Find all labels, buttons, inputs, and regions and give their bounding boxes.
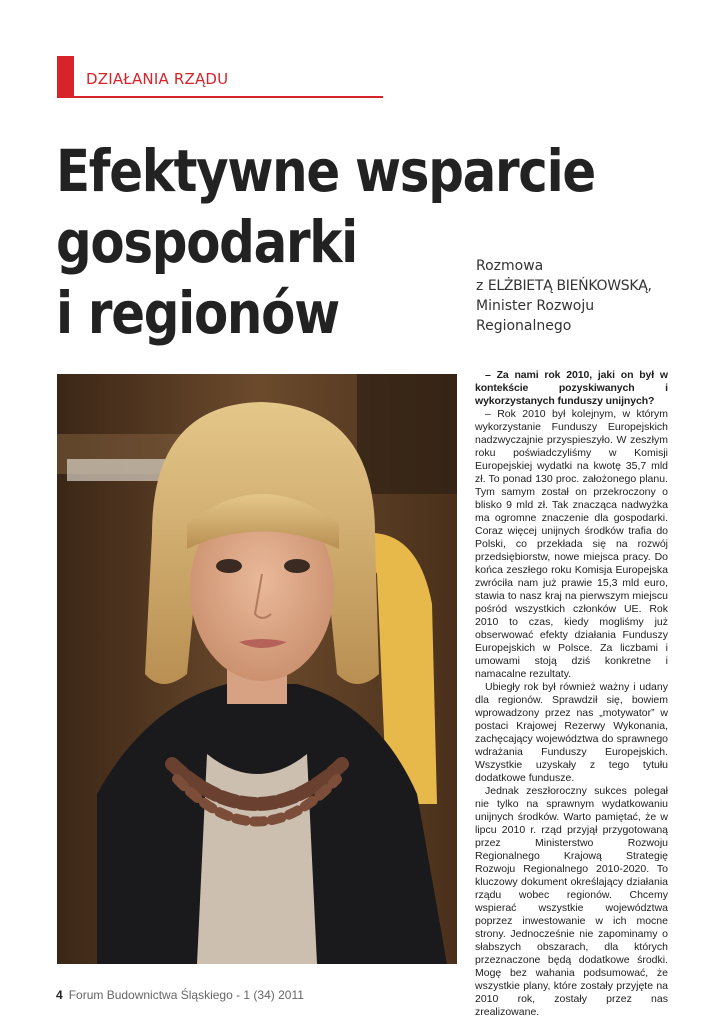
headline-line-1: Efektywne wsparcie <box>56 137 595 205</box>
portrait-illustration <box>57 374 457 964</box>
intro-prefix: z <box>476 278 488 294</box>
article-paragraph-1: – Rok 2010 był kolejnym, w którym wykorzystanie Funduszy Europejskich nadzwyczajnie przyspieszyło. W zeszłym roku poświadczyliśmy w Komisji Europejskiej wydatki na kwotę 35,7 mld zł. To ponad 130 proc. założonego planu. Tym samym został on przekroczony o blisko 9 mld zł. Tak znacząca nadwyżka ma ogromne znaczenie dla gospodarki. Coraz więcej unijnych środków trafia do Polski, co przekłada się na rozwój przedsiębiorstw, nowe miejsca pracy. Do końca zeszłego roku Komisja Europejska zwróciła nam już prawie 15,3 mld euro, stawia to nasz kraj na pierwszym miejscu pośród wszystkich członków UE. Rok 2010 to czas, kiedy mogliśmy już obserwować efekty działania Funduszy Europejskich w Polsce. Za liczbami i umowami stoją dziś konkretne i namacalne rezultaty. <box>475 408 668 680</box>
publication-title: Forum Budownictwa Śląskiego - 1 (34) 2011 <box>68 988 304 1002</box>
article-paragraph-2: Ubiegły rok był również ważny i udany dla regionów. Sprawdził się, bowiem wprowadzony przez nas „motywator” w postaci Krajowej Rezerwy Wykonania, zachęcający województwa do sprawnego wdrażania Funduszy Europejskich. Wszystkie uzyskały z tego tytułu dodatkowe fundusze. <box>475 681 668 784</box>
interview-intro <box>476 256 652 336</box>
page-number: 4 <box>56 988 63 1002</box>
intro-line-1: Rozmowa <box>476 258 544 274</box>
section-divider <box>57 96 383 98</box>
interviewee-name: ELŻBIETĄ BIEŃKOWSKĄ, <box>487 278 652 294</box>
interview-question: – Za nami rok 2010, jaki on był w kontekście pozyskiwanych i wykorzystanych funduszy unijnych? <box>475 369 668 407</box>
intro-line-2 <box>476 276 652 296</box>
intro-line-4: Regionalnego <box>476 318 572 334</box>
headline-line-2: gospodarki <box>56 208 357 276</box>
portrait-photo <box>57 374 457 964</box>
section-label: DZIAŁANIA RZĄDU <box>86 70 229 88</box>
article-body <box>475 369 668 1019</box>
page-footer <box>56 988 304 1002</box>
section-accent-bar <box>57 56 74 96</box>
headline-line-3: i regionów <box>56 279 339 347</box>
article-paragraph-3: Jednak zeszłoroczny sukces polegał nie tylko na sprawnym wydatkowaniu unijnych środków. Warto pamiętać, że w lipcu 2010 r. rząd przyjął przygotowaną przez Ministerstwo Rozwoju Regionalnego Krajową Strategię Rozwoju Regionalnego 2010-2020. To kluczowy dokument określający działania rządu wobec regionów. Chcemy wspierać wszystkie województwa poprzez inwestowanie w ich mocne strony. Jednocześnie nie zapominamy o słabszych obszarach, dla których przeznaczone będą dodatkowe środki. Mogę bez wahania podsumować, że wszystkie plany, które zostały przyjęte na 2010 rok, zostały przez nas zrealizowane. <box>475 785 668 1018</box>
intro-line-3: Minister Rozwoju <box>476 298 595 314</box>
